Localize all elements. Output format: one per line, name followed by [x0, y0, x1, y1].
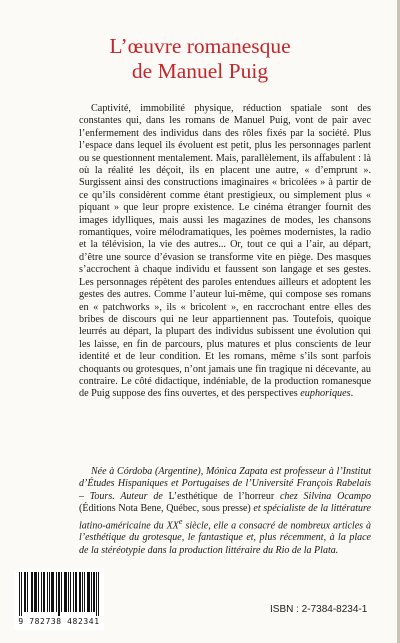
barcode-bar [36, 572, 37, 612]
barcode-bar [94, 572, 95, 612]
barcode-bar [51, 572, 52, 612]
bio-publisher: (Éditions Nota Bene, Québec, sous presse) [79, 503, 251, 515]
bio-text-1: Née à Córdoba (Argentine), Mónica Zapata est professeur à l’Institut d’Études Hispaniques et Portugaises de l’Université François Rabelais – Tours. Auteur de [79, 466, 371, 502]
barcode-bar [65, 572, 66, 612]
barcode-bar [35, 572, 36, 612]
barcode-bar [93, 572, 94, 612]
barcode-bar [91, 572, 92, 612]
barcode [14, 570, 104, 630]
barcode-bar [80, 572, 81, 612]
barcode-bar [64, 572, 65, 612]
barcode-bar [68, 572, 69, 612]
barcode-bar [88, 572, 89, 612]
barcode-bar [89, 572, 90, 612]
barcode-bar [47, 572, 48, 612]
bio-century: XX [166, 519, 179, 531]
bio-text-3: et spécialiste de la littérature latino-américaine du [79, 503, 371, 531]
barcode-bar [98, 572, 99, 616]
book-title [0, 34, 400, 84]
bio-century-sup: e [178, 516, 183, 526]
barcode-bar [76, 572, 77, 612]
barcode-bar [27, 572, 28, 612]
barcode-bar [53, 572, 54, 612]
blurb-emphasis: euphoriques [300, 388, 351, 400]
barcode-bar [79, 572, 80, 612]
barcode-bar [25, 572, 26, 612]
bio-book-title: L’esthétique de l’horreur [168, 490, 275, 502]
barcode-bar [82, 572, 83, 612]
bio-text-2: chez Silvina Ocampo [274, 490, 371, 502]
barcode-bar [19, 572, 20, 616]
barcode-bar [43, 572, 44, 612]
barcode-bar [84, 572, 85, 612]
barcode-bar [38, 572, 39, 612]
blurb-end: . [350, 388, 354, 400]
barcode-bar [73, 572, 74, 612]
bio-text-4: siècle, elle a consacré de nombreux articles à l’esthétique du grotesque, le fantastique et, plus récemment, à la place de la stéréotypie dans la production littéraire du Rio de la Plata. [79, 519, 371, 556]
barcode-bar [31, 572, 32, 612]
barcode-bar [61, 572, 62, 612]
barcode-bar [58, 572, 59, 616]
barcode-bar [96, 572, 97, 616]
blurb-paragraph [79, 103, 371, 401]
barcode-bar [32, 572, 33, 612]
author-bio [79, 466, 371, 557]
barcode-bar [66, 572, 67, 612]
barcode-bar [52, 572, 53, 612]
barcode-digits: 9 782738 482341 [18, 617, 100, 626]
barcode-bar [21, 572, 22, 616]
barcode-bar [59, 572, 60, 616]
barcode-bar [41, 572, 42, 612]
barcode-bar [56, 572, 57, 612]
barcode-bar [24, 572, 25, 612]
barcode-bar [49, 572, 50, 612]
barcode-bars [19, 572, 99, 616]
blurb-text: Captivité, immobilité physique, réduction spatiale sont des constantes qui, dans les romans de Manuel Puig, vont de pair avec l’enfermement des individus dans des rôles fixés par la société. Plus l’espace dans lequel ils évoluent est petit, plus les personnages parlent ou se questionnent mentalement. Mais, parallèlement, ils affabulent : là où la réalité les déçoit, ils en placent une autre, « d’emprunt ». Surgissent ainsi des constructions imaginaires « bricolées » à partir de ce qu’ils considèrent comme étant prestigieux, ou simplement plus « piquant » que leur propre existence. Le cinéma étranger fournit des images idylliques, mais aussi les magazines de modes, les chansons romantiques, voire mélodramatiques, les poèmes modernistes, la radio et la télévision, la vie des autres... Or, tout ce qui a l’air, au départ, d’être une source d’évasion se transforme vite en piège. Des masques s’accrochent à chaque individu et faussent son langage et ses gestes. Les personnages répètent des paroles entendues ailleurs et adoptent les gestes des autres. Comme l’auteur lui-même, qui compose ses romans en « patchworks », ils « bricolent », en raccrochant entre elles des bribes de discours qui ne leur appartiennent pas. Toutefois, quoique leurrés au départ, la plupart des individus subissent une évolution qui les laisse, en fin de parcours, plus matures et plus conscients de leur identité et de leur condition. Et les romans, même s’ils sont parfois choquants ou grotesques, n’ont jamais une fin tragique ni décevante, au contraire. Le côté didactique, indéniable, de la production romanesque de Puig suppose des fins ouvertes, et des perspectives [79, 103, 371, 400]
book-title-line-2: de Manuel Puig [131, 59, 269, 83]
barcode-bar [70, 572, 71, 612]
barcode-bar [75, 572, 76, 612]
barcode-bar [34, 572, 35, 612]
book-title-line-1: L’œuvre romanesque [109, 34, 291, 58]
barcode-bar [87, 572, 88, 612]
barcode-bar [44, 572, 45, 612]
isbn-number: ISBN : 2-7384-8234-1 [270, 604, 368, 615]
